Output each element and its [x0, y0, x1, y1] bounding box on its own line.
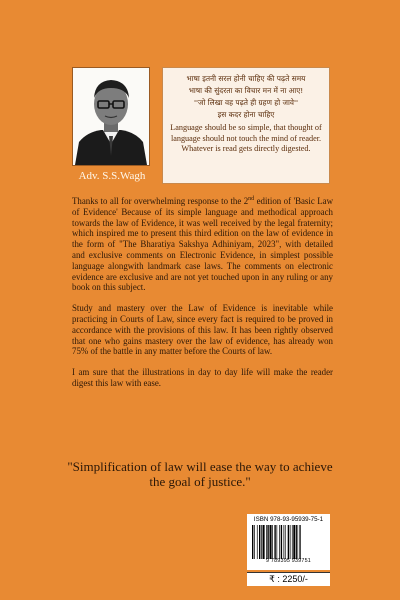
author-portrait-image	[73, 68, 149, 165]
english-quote: Language should be so simple, that thought of language should not touch the mind of reader. Whatever is read gets directly digested.	[170, 123, 322, 153]
hindi-quote-line-4: इस कदर होना चाहिए	[217, 110, 275, 119]
blurb-paragraph-3: I am sure that the illustrations in day to day life will make the reader digest this law with ease.	[72, 367, 333, 388]
blurb-paragraph-2: Study and mastery over the Law of Evidence is inevitable while practicing in Courts of Law, since every fact is required to be proved in accordance with the provisions of this law. It has been rightly observed that one who gains mastery over the law of evidence, has already won 75% of the battle in any matter before the Courts of law.	[72, 303, 333, 357]
blurb-paragraph-1: Thanks to all for overwhelming response to the 2nd edition of 'Basic Law of Evidence' Because of its simple language and methodical approach towards the law of Evidence, it was well received by the legal fraternity; which inspired me to present this third edition on the law of evidence in the form of "The Bharatiya Sakshya Adhiniyam, 2023", with detailed and exclusive comments on Electronic Evidence, in simplest possible language alongwith landmark case laws. The comments on electronic evidence are exclusive and are not yet touched upon in any ruling or any book on this subject.	[72, 195, 333, 293]
blurb-text	[72, 194, 333, 399]
tagline-quote: "Simplification of law will ease the way to achieve the goal of justice."	[67, 459, 333, 489]
quote-box	[162, 67, 330, 184]
barcode-icon	[251, 525, 326, 559]
isbn-barcode-box	[247, 514, 330, 570]
price-label: ₹ : 2250/-	[247, 572, 330, 586]
author-photo	[72, 67, 150, 166]
isbn-label: ISBN 978-93-95939-75-1	[253, 516, 324, 523]
author-name: Adv. S.S.Wagh	[78, 170, 146, 182]
hindi-quote-line-3: ''जो लिखा वह पढ़ते ही ग्रहण हो जावे''	[193, 98, 299, 107]
hindi-quote-line-2: भाषा की सुंदरता का विचार मन में ना आए!	[188, 86, 304, 95]
hindi-quote-line-1: भाषा इतनी सरल होनी चाहिए की पढ़ते समय	[186, 74, 306, 83]
barcode-digits: 9 789395 939751	[266, 558, 311, 564]
